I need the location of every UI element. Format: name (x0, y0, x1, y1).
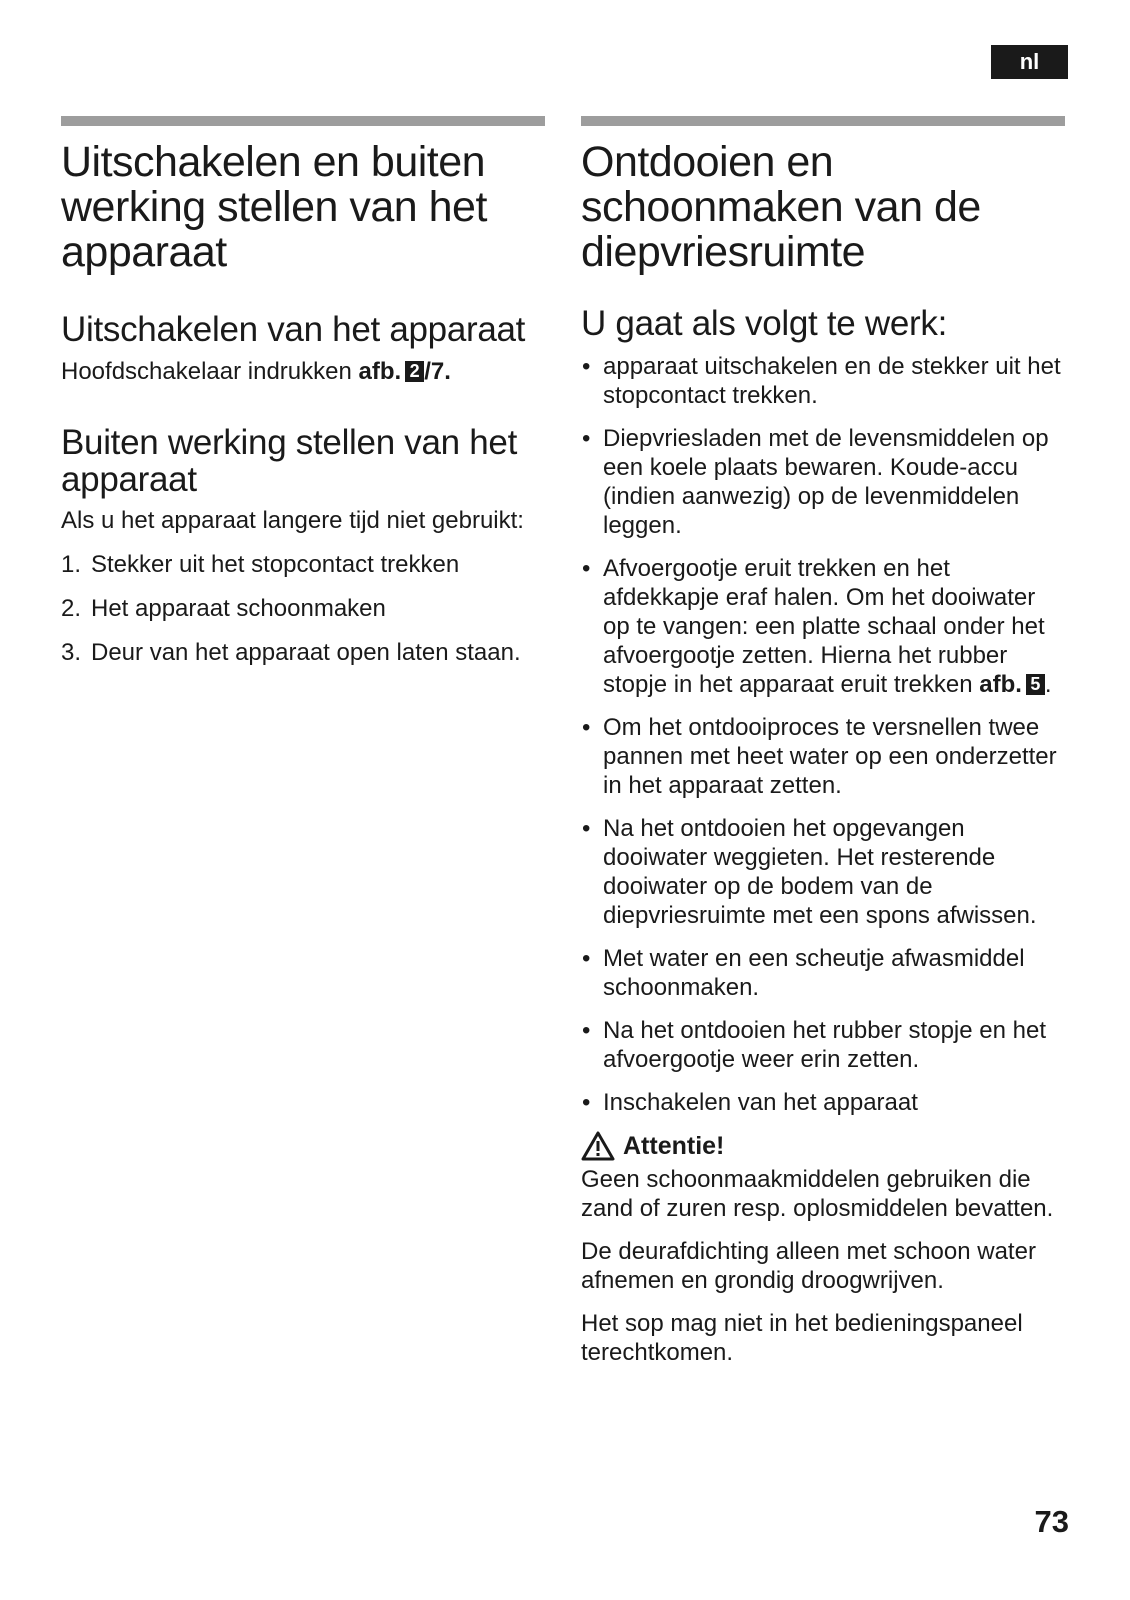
list-item (581, 1088, 1065, 1117)
bullet-icon: • (582, 815, 591, 842)
page-number: 73 (1034, 1504, 1069, 1539)
door-seal-text: De deurafdichting alleen met schoon water afnemen en grondig droogwrijven. (581, 1238, 1036, 1294)
list-item (581, 352, 1065, 410)
decommission-intro: Als u het apparaat langere tijd niet gebruikt: (61, 507, 524, 534)
right-title: Ontdooien en schoonmaken van de diepvriesruimte (581, 138, 981, 276)
step-number: 1. (61, 551, 82, 578)
bullet-text: Met water en een scheutje afwasmiddel schoonmaken. (603, 945, 1025, 1001)
bullet-icon: • (582, 945, 591, 972)
figure-label: afb. (979, 671, 1022, 698)
switch-off-heading: Uitschakelen van het apparaat (61, 310, 526, 349)
step-text: Het apparaat schoonmaken (91, 595, 386, 622)
figure-number-badge: 2 (405, 361, 424, 382)
step-number: 3. (61, 639, 82, 666)
warning-text: Geen schoonmaakmiddelen gebruiken die zand of zuren resp. oplosmiddelen bevatten. (581, 1166, 1054, 1222)
bullet-text: Om het ontdooiproces te versnellen twee pannen met heet water op een onderzetter in het apparaat zetten. (603, 714, 1057, 799)
bullet-text: Na het ontdooien het rubber stopje en het afvoergootje weer erin zetten. (603, 1017, 1046, 1073)
bullet-icon: • (582, 714, 591, 741)
bullet-icon: • (582, 1089, 591, 1116)
left-title: Uitschakelen en buiten werking stellen van het apparaat (61, 138, 487, 276)
right-column (581, 116, 1065, 1367)
language-tab: nl (991, 45, 1068, 79)
bullet-text: Inschakelen van het apparaat (603, 1089, 918, 1116)
list-item (61, 594, 545, 623)
bullet-text: Na het ontdooien het opgevangen dooiwater weggieten. Het resterende dooiwater op de bodem van de diepvriesruimte met een spons afwissen. (603, 815, 1037, 929)
list-item (581, 554, 1065, 699)
bullet-text: apparaat uitschakelen en de stekker uit het stopcontact trekken. (603, 353, 1061, 409)
list-item (61, 550, 545, 579)
list-item (581, 1016, 1065, 1074)
list-item (61, 638, 545, 667)
bullet-icon: • (582, 425, 591, 452)
switch-off-instruction: Hoofdschakelaar indrukken (61, 358, 359, 385)
figure-suffix: /7. (424, 358, 451, 385)
bullet-text: Afvoergootje eruit trekken en het afdekkapje eraf halen. Om het dooiwater op te vangen: een platte schaal onder het afvoergootje zetten. Hierna het rubber stopje in het apparaat eruit trekken (603, 555, 1045, 698)
decommission-steps (61, 550, 545, 667)
procedure-heading: U gaat als volgt te werk: (581, 304, 947, 343)
warning-triangle-icon (581, 1131, 615, 1161)
control-panel-text: Het sop mag niet in het bedieningspaneel terechtkomen. (581, 1310, 1023, 1366)
switch-off-text (61, 357, 545, 386)
figure-label: afb. (358, 358, 402, 385)
list-item (581, 814, 1065, 930)
list-item (581, 944, 1065, 1002)
procedure-list (581, 352, 1065, 1117)
left-column (61, 116, 545, 667)
list-item (581, 713, 1065, 800)
bullet-icon: • (582, 1017, 591, 1044)
attention-heading (581, 1131, 1065, 1161)
step-text: Stekker uit het stopcontact trekken (91, 551, 460, 578)
figure-number-badge: 5 (1026, 674, 1045, 695)
list-item (581, 424, 1065, 540)
bullet-icon: • (582, 555, 591, 582)
decommission-heading: Buiten werking stellen van het apparaat (61, 423, 517, 499)
attention-label: Attentie! (623, 1131, 725, 1160)
bullet-text: Diepvriesladen met de levensmiddelen op een koele plaats bewaren. Koude-accu (indien aanwezig) op de levenmiddelen leggen. (603, 425, 1049, 539)
section-rule (581, 116, 1065, 126)
step-text: Deur van het apparaat open laten staan. (91, 639, 521, 666)
figure-suffix: . (1044, 671, 1052, 698)
step-number: 2. (61, 595, 82, 622)
section-rule (61, 116, 545, 126)
bullet-icon: • (582, 353, 591, 380)
